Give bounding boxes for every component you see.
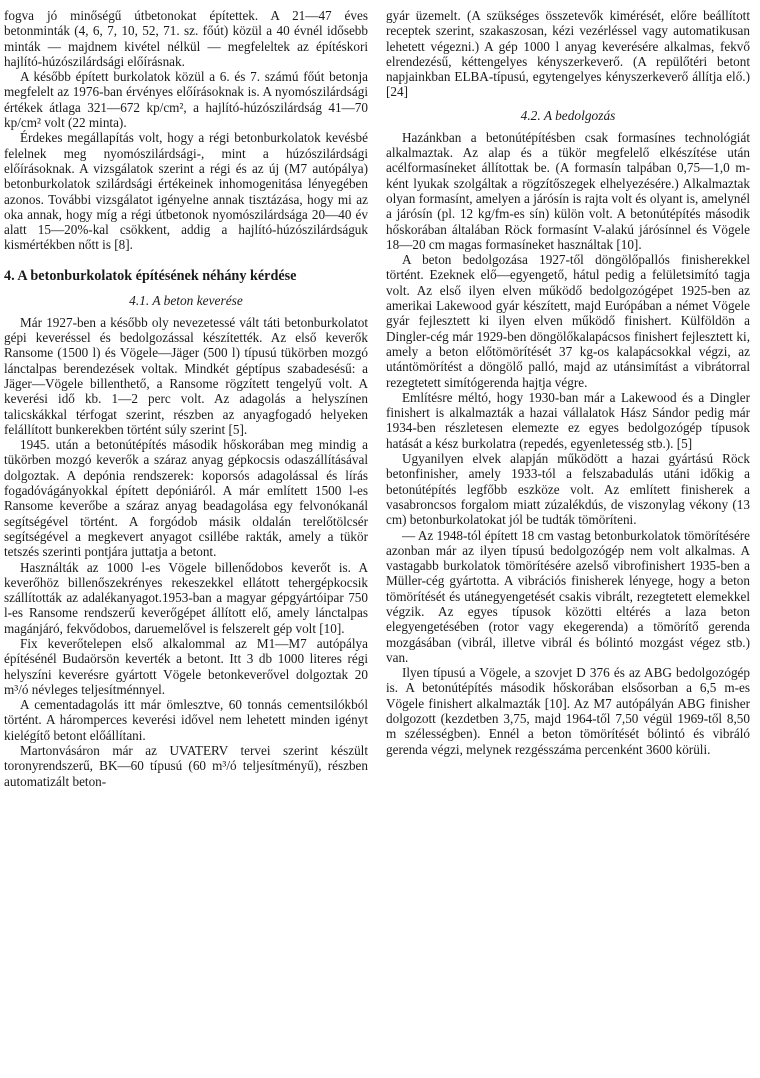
paragraph: Érdekes megállapítás volt, hogy a régi betonburkolatok kevésbé felelnek meg nyomószilárdsági-, mint a húzószilárdsági előírásoknak. A vizsgálatok szerint a régi és az új (M7 autópálya) betonburkolatok szilárdsági értékeinek inhomogenitása lényegében azonos. További vizsgálatot igényelne annak tisztázása, hogy mi az oka annak, hogy míg a régi útbetonok nyomószilárdsága 20—40 év alatt 15—20%-kal csökkent, addig a hajlító-húzószilárdságuk kismértékben nőtt is [8]. xyxy=(4,130,368,253)
paragraph: Ugyanilyen elvek alapján működött a hazai gyártású Röck betonfinisher, amely 1933-tól a felszabadulás utáni időkig a betonútépítés legfőbb eszköze volt. Az említett finisherek a vasabroncsos forgalom miatt zúzalékdús, de viszonylag vékony (13 cm) betonburkolatokat jól be tudták tömöríteni. xyxy=(386,451,750,528)
paragraph: Ilyen típusú a Vögele, a szovjet D 376 és az ABG bedolgozógép is. A betonútépítés második hőskorában elsősorban a 6,5 m-es Vögele finishert alkalmazták [10]. Az M7 autópályán ABG finisher dolgozott (kezdetben 3,75, majd 1964-től 7,50 végül 1969-től 8,50 m szélességben). Ennél a beton tömörítését bólintó és vibráló gerenda végzi, melynek rezgésszáma percenként 3600 körüli. xyxy=(386,665,750,757)
paragraph: A cementadagolás itt már ömlesztve, 60 tonnás cementsilókból történt. A háromperces keverési idővel nem lehetett minden igényt kielégítő betont előállítani. xyxy=(4,697,368,743)
paragraph: fogva jó minőségű útbetonokat építettek. A 21—47 éves betonminták (4, 6, 7, 10, 52, 71. sz. főút) közül a 40 évnél idősebb minták — majdnem kivétel nélkül — megfeleltek az építéskori hajlító-húzószilárdsági előírásnak. xyxy=(4,8,368,69)
paragraph: Fix keverőtelepen első alkalommal az M1—M7 autópálya építésénél Budaörsön keverték a betont. Itt 3 db 1000 literes régi helyszíni keverésre gyártott Vögele betonkeverővel dolgoztak 20 m³/ó névleges teljesítménnyel. xyxy=(4,635,368,697)
paragraph: Már 1927-ben a később oly nevezetessé vált táti betonburkolatot gépi keveréssel és bedolgozással készítették. Az első keverők Ransome (1500 l) és Vögele—Jäger (500 l) típusú tükörben mozgó lánctalpas berendezések voltak. Mindkét géptípus szabadesésű: a Jäger—Vögele billenthető, a Ransome rögzített tengelyű volt. A keverési idő kb. 1—2 perc volt. Az adagolás a helyszínen talicskákkal térfogat szerint, részben az anyagfogadó helyeken felállított bunkerekben történt súly szerint [5]. xyxy=(4,314,368,437)
paragraph: Martonvásáron már az UVATERV tervei szerint készült toronyrendszerű, BK—60 típusú (60 m³/ó teljesítményű), részben automatizált beton- xyxy=(4,743,368,789)
section-heading: 4. A betonburkolatok építésének néhány kérdése xyxy=(4,267,297,284)
paragraph: — Az 1948-tól épített 18 cm vastag betonburkolatok tömörítésére azonban már az ilyen típusú bedolgozógép nem volt alkalmas. A vastagabb burkolatok tömörítésére azelső vibrofinishert 1935-ben a Müller-cég gyártotta. A vibrációs finisherek lényege, hogy a beton tömörítését és utánegyengetését csakis vibrált, rezegtetett elemekkel végzik. Az egyes típusok közötti eltérés a laza beton elegyengetésében (rotor vagy ekegerenda) a tömörítő gerenda mozgásában (vibrál, illetve vibrál és bólintó mozgást végez stb.) van. xyxy=(386,527,750,665)
paragraph: Használták az 1000 l-es Vögele billenődobos keverőt is. A keverőhöz billenőszekrényes rekeszekkel ellátott tehergépkocsik szállították az adalékanyagot.1953-ban a magyar gépgyártóipar 750 l-es Ransome rendszerű keverőgépet állított elő, amely lánctalpas magánjáró, fekvődobos, daruemelővel is felszerelt gép volt [10]. xyxy=(4,559,368,636)
paragraph: Hazánkban a betonútépítésben csak formasínes technológiát alkalmaztak. Az alap és a tükör megfelelő elkészítése után acélformasíneket állítottak be. (A formasín talpában 0,75—1,0 m-ként lyukak szolgáltak a rögzítőszegek elhelyezésére.) Alkalmaztak olyan formasínt, amelyen a járósín is rajta volt és olyant is, amelynél a járósín (pl. 12 kg/fm-es sín) külön volt. A betonútépítés második hőskorában általában Röck formasínt V-alakú járósínnel és Vögele 18—20 cm magas formasíneket használtak [10]. xyxy=(386,129,750,252)
right-column xyxy=(386,8,750,1078)
paragraph: A később épített burkolatok közül a 6. és 7. számú főút betonja megfelelt az 1976-ban érvényes előírásoknak is. A nyomószilárdsági értékek átlaga 321—672 kp/cm², a hajlító-húzószilárdság 41—70 kp/cm² volt (22 minta). xyxy=(4,69,368,131)
subsection-heading: 4.1. A beton keverése xyxy=(129,292,243,308)
paragraph: A beton bedolgozása 1927-től döngölőpallós finisherekkel történt. Ezeknek elő—egyengető, hátul pedig a felületsimító tagja volt. Az első ilyen elven működő bedolgozógépet 1925-ben az amerikai Lakewood gyár készített, majd Európában a német Vögele gyár fejlesztett ki ilyen elven működő finishert. Külföldön a Dingler-cég már 1929-ben döngölőkalapácsos finishert fejlesztett ki, amely a beton előtömörítését 37 kg-os kalapácsokkal végzi, az utántömörítést a döngölő palló, majd az utánsimítást a vibrátorral rezegtetett simítógerenda hajtja végre. xyxy=(386,252,750,390)
paragraph: Említésre méltó, hogy 1930-ban már a Lakewood és a Dingler finishert is alkalmazták a hazai vállalatok Hász Sándor pedig már 1934-ben részletesen elemezte ez egyes bedolgozógép típusok hatását a kész burkolatra (repedés, egyenletesség stb.). [5] xyxy=(386,389,750,451)
paragraph: gyár üzemelt. (A szükséges összetevők kimérését, előre beállított receptek szerint, szakaszosan, kézi vezérléssel vagy automatikusan lehetett végezni.) A gép 1000 l anyag keverésére alkalmas, fekvő elrendezésű, kéttengelyes kényszerkeverő. (A repülőtéri betont napjainkban ELBA-típusú, egytengelyes kényszerkeverő állítja elő.) [24] xyxy=(386,8,750,100)
left-column xyxy=(4,8,368,1078)
paragraph: 1945. után a betonútépítés második hőskorában meg mindig a tükörben mozgó keverők a száraz anyag gépkocsis odaszállításával dolgoztak. A depónia rendszerek: koporsós adagolással és lírás fogadóvágányokkal épített depóniáról. A már említett 1500 l-es Ransome keverőbe a száraz anyag beadagolása egy felvonókanál segítségével történt. A forgódob másik oldalán terelőtölcsér segítségével a megkevert anyagot csillébe rakták, amely a tükör tetszés szerinti pontjára juttatja a betont. xyxy=(4,437,368,560)
subsection-heading: 4.2. A bedolgozás xyxy=(520,107,616,123)
